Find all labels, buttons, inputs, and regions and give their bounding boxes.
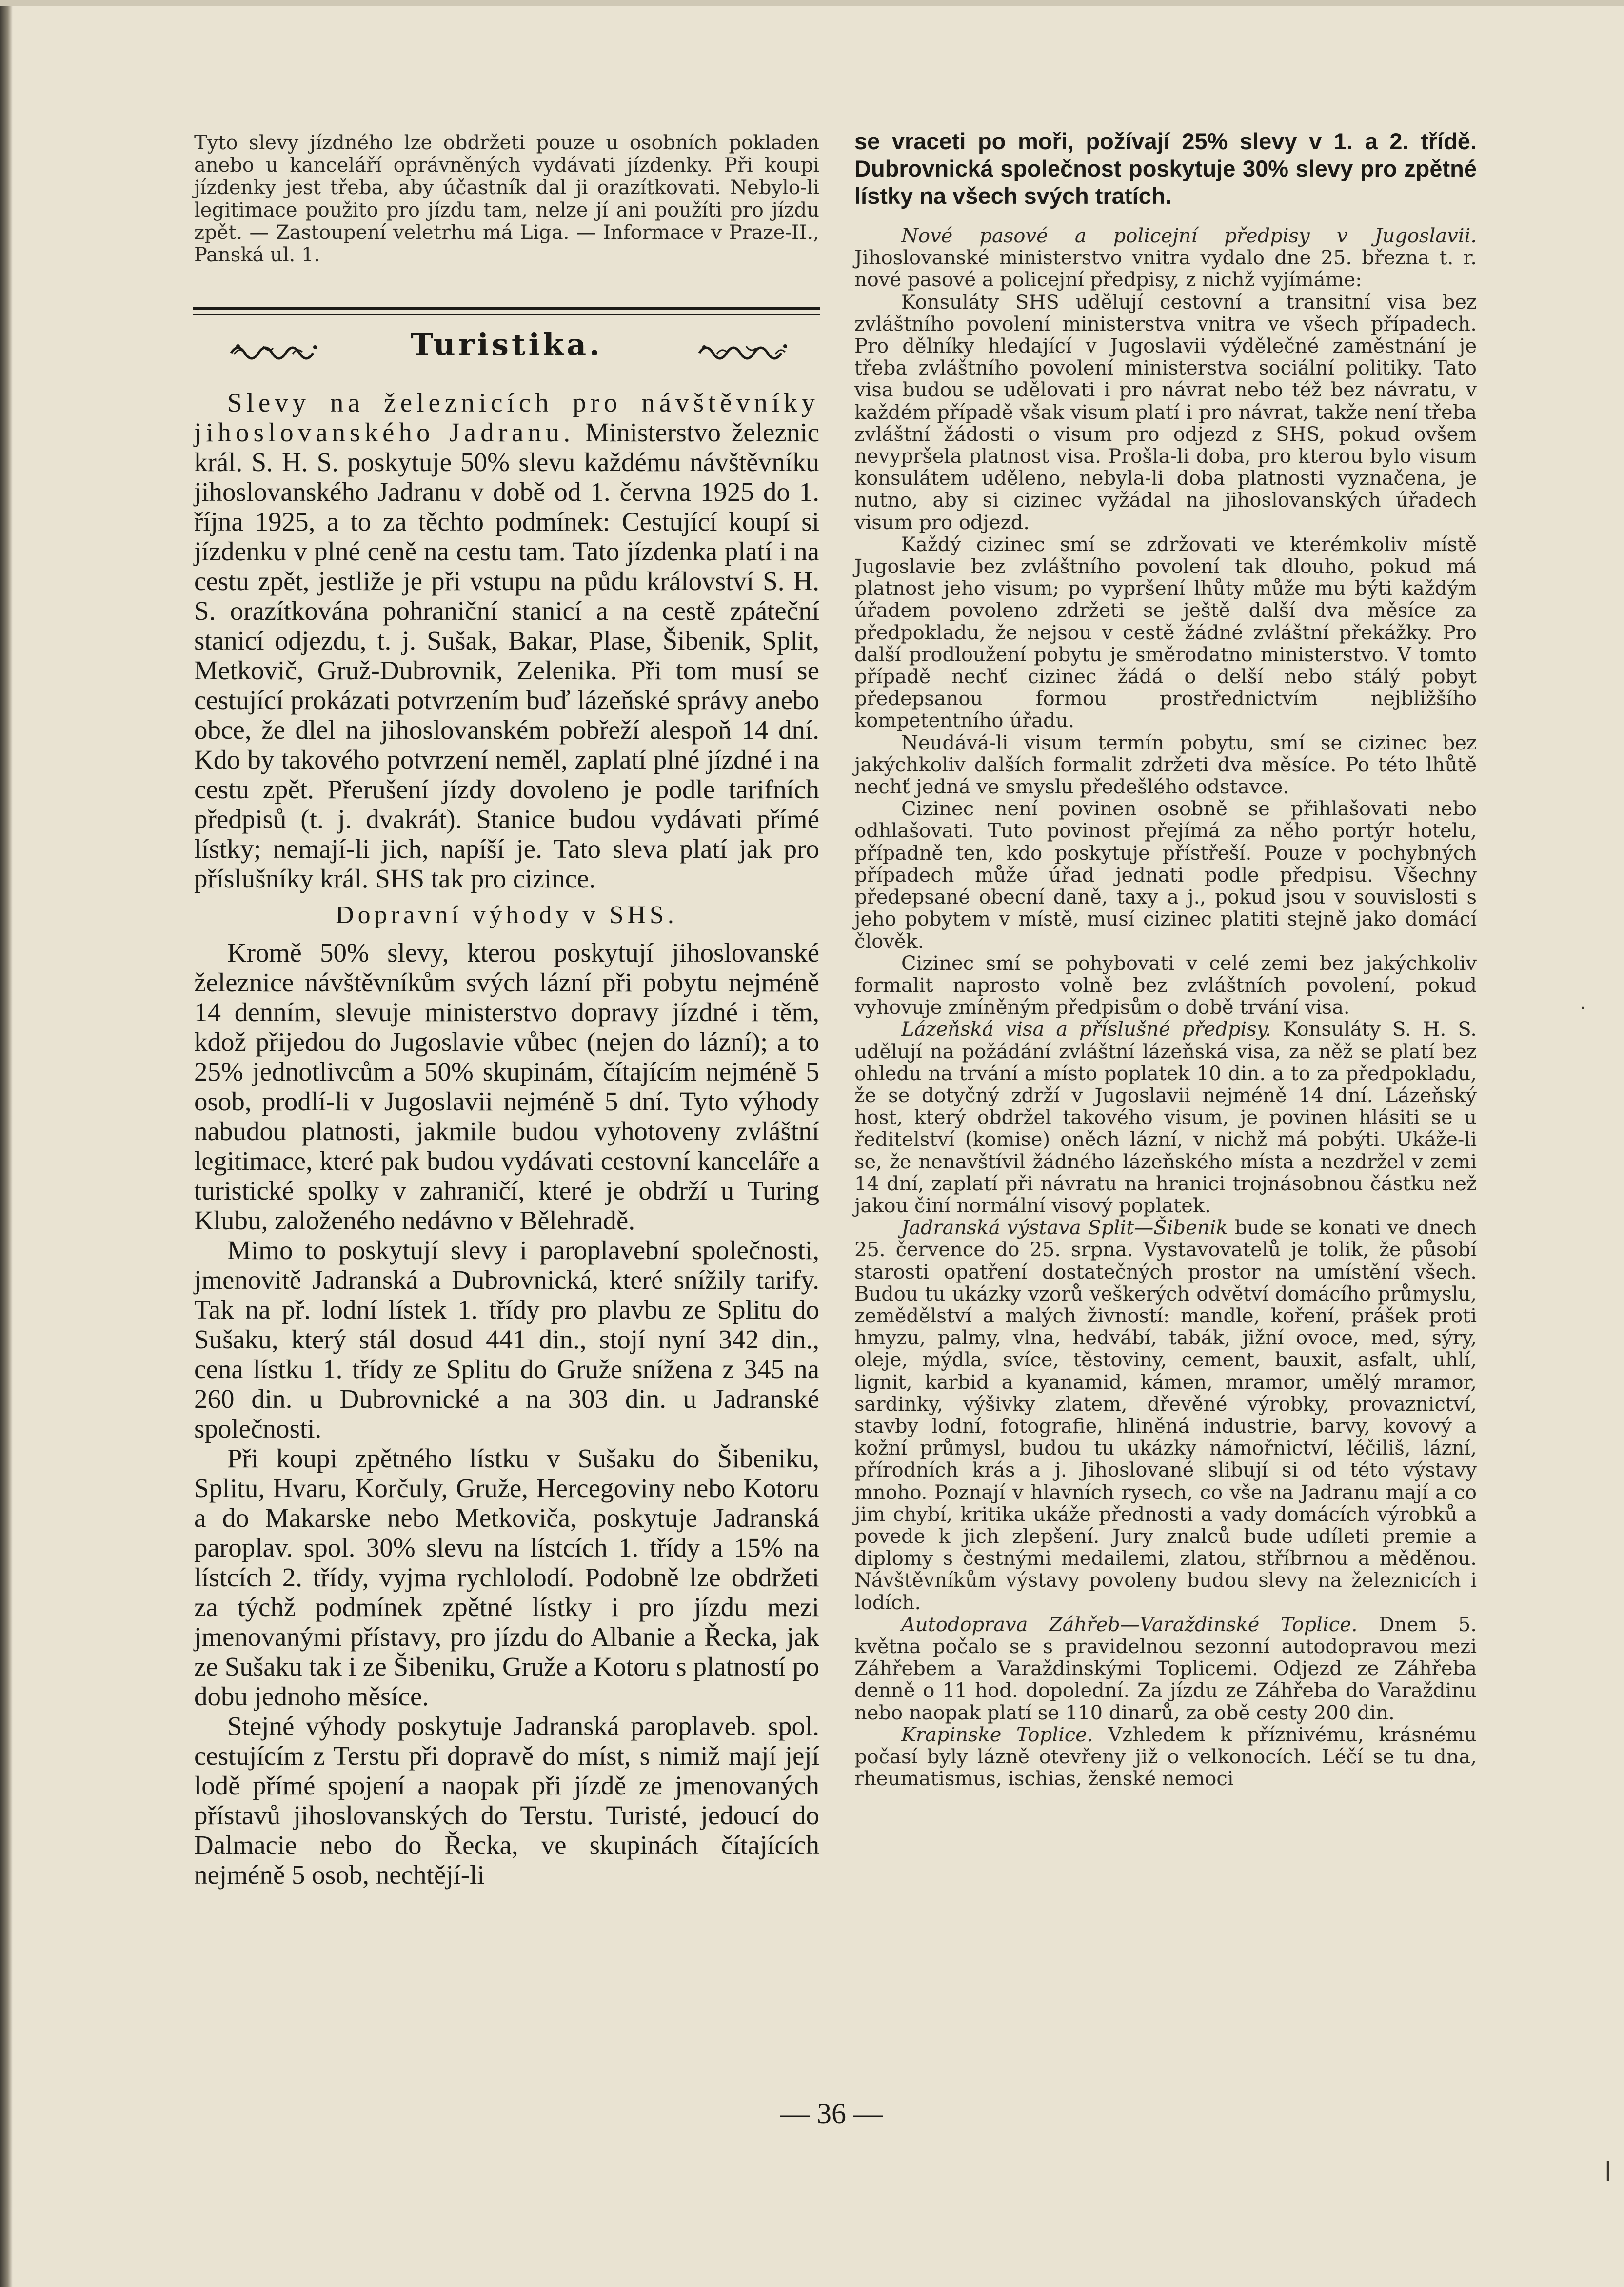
- page-number: — 36 —: [780, 2097, 883, 2129]
- krapinske-lead: Krapinske Toplice.: [901, 1723, 1093, 1746]
- bus-service-text: Dnem 5. května počalo se s pravidelnou sezonní autodopravou mezi Záhřebem a Varaždinskými Toplicemi. Odjezd ze Záhřeba denně o 11 hod. dopolední. Za jízdu ze Záhřeba do Varaždinu nebo naopak platí se 110 dinarů, za obě cesty 200 din.: [854, 1613, 1477, 1724]
- passport-rules-text: Jihoslovanské ministerstvo vnitra vydalo dne 25. března t. r. nové pasové a policejní předpisy, z nichž vyjímáme:: [854, 247, 1477, 292]
- rail-discount-text: Ministerstvo železnic král. S. H. S. poskytuje 50% slevu každému návštěvníku jihoslovanského Jadranu v době od 1. června 1925 do 1. října 1925, a to za těchto podmínek: Cestující koupí si jízdenku v plné ceně na cestu tam. Tato jízdenka platí i na cestu zpět, jestliže je při vstupu na půdu království S. H. S. orazítkována pohraniční stanicí a na cestě zpáteční stanicí odjezdu, t. j. Sušak, Bakar, Plase, Šibenik, Split, Metkovič, Gruž-Dubrovnik, Zelenika. Při tom musí se cestující prokázati potvrzením buď lázeňské správy anebo obce, že dlel na jihoslovanském pobřeží alespoň 14 dní. Kdo by takového potvrzení neměl, zaplatí plné jízdné i na cestu zpět. Přerušení jízdy dovoleno je podle tarifních předpisů (t. j. dvakrát). Stanice budou vydávati přímé lístky; nemají-li jich, napíší je. Tato sleva platí jak pro příslušníky král. SHS tak pro cizince.: [194, 417, 820, 893]
- bus-service-article: [854, 1614, 1477, 1724]
- transport-continuation: se vraceti po moři, požívají 25% slevy v 1. a 2. třídě. Dubrovnická společnost poskytuje 30% slevy pro zpětné lístky na všech svých tratích.: [854, 128, 1477, 209]
- passport-paragraph-2: Konsuláty SHS udělují cestovní a transitní visa bez zvláštního povolení ministerstva vnitra ve všech případech. Pro dělníky hledající v Jugoslavii výdělečné zaměstnání je třeba zvláštního povolení ministerstva sociální politiky. Tato visa budou se udělovati i pro návrat nebo též bez návratu, v každém případě však visum platí i pro návrat, takže není třeba zvláštní žádosti o visum pro odjezd z SHS, pokud ovšem nevypršela platnost visa. Prošla-li doba, pro kterou bylo visum konsulátem uděleno, nebyla-li doba platnosti vyznačena, je nutno, aby si cizinec vyžádal na jihoslovanských úřadech visum pro odjezd.: [854, 291, 1477, 534]
- rail-discount-article: [194, 388, 819, 893]
- passport-paragraph-3: Každý cizinec smí se zdržovati ve kterémkoliv místě Jugoslavie bez zvláštního povolení tak dlouho, pokud má platnost jeho visum; po vypršení lhůty může mu býti každým úřadem povoleno zdržeti se ještě další dva měsíce za předpokladu, že nejsou v cestě žádné zvláštní překážky. Pro další prodloužení pobytu je směrodatno ministerstvo. V tomto případě nechť cizinec žádá o delší nebo stálý pobyt předepsanou formou prostřednictvím nejbližšího kompetentního úřadu.: [854, 533, 1477, 732]
- bus-service-lead: Autodoprava Záhřeb—Varaždinské Toplice.: [901, 1613, 1358, 1636]
- passport-paragraph-5: Cizinec není povinen osobně se přihlašovati nebo odhlašovati. Tuto povinost přejímá za něho portýr hotelu, případně ten, kdo poskytuje přístřeší. Pouze v pochybných případech může úřad jednati podle předpisu. Všechny předepsané obecní daně, taxy a j., pokud jsou v souvislosti s jeho pobytem v místě, musí cizinec platiti stejně jako domácí člověk.: [854, 798, 1477, 953]
- passport-paragraph-6: Cizinec smí se pohybovati v celé zemi bez jakýchkoliv formalit naprosto volně bez zvláštních povolení, pokud vyhovuje zmíněným předpisům o době trvání visa.: [854, 952, 1477, 1019]
- passport-rules-lead: Nové pasové a policejní předpisy v Jugoslavii.: [901, 225, 1477, 247]
- transport-benefits-title: Dopravní výhody v SHS.: [336, 901, 678, 929]
- passport-rules-intro: [854, 225, 1477, 292]
- transport-paragraph-3: Při koupi zpětného lístku v Sušaku do Šibeniku, Splitu, Hvaru, Korčuly, Gruže, Hercegoviny nebo Kotoru a do Makarske nebo Metkoviča, poskytuje Jadranská paroplav. spol. 30% slevu na lístcích 1. třídy a 15% na lístcích 2. třídy, vyjma rychlolodí. Podobně lze obdržeti za týchž podmínek zpětné lístky i pro jízdu mezi jmenovanými přístavy, pro jízdu do Albanie a Řecka, jak ze Sušaku tak i ze Šibeniku, Gruže a Kotoru s platností po dobu jednoho měsíce.: [194, 1443, 819, 1711]
- right-article-body: [854, 225, 1477, 1790]
- transport-paragraph-4: Stejné výhody poskytuje Jadranská paroplaveb. spol. cestujícím z Terstu při dopravě do míst, s nimiž mají její lodě přímé spojení a naopak při jízdě ze jmenovaných přístavů jihoslovanských do Terstu. Turisté, jedoucí do Dalmacie nebo do Řecka, ve skupinách čítajících nejméně 5 osob, nechtějí-li: [194, 1711, 819, 1890]
- fair-notice: Tyto slevy jízdného lze obdržeti pouze u osobních pokladen anebo u kanceláří oprávněných vydávati jízdenky. Při koupi jízdenky jest třeba, aby účastník dal ji orazítkovati. Nebylo-li legitimace použito pro jízdu tam, nelze jí ani použíti pro jízdu zpět. — Zastoupení veletrhu má Liga. — Informace v Praze-II., Panská ul. 1.: [194, 132, 819, 266]
- page-top-edge: [0, 0, 1624, 6]
- rail-discount-lead: Slevy na železnicích pro návštěvníky jihoslovanského Jadranu.: [194, 388, 819, 447]
- passport-paragraph-4: Neudává-li visum termín pobytu, smí se cizinec bez jakýchkoliv dalších formalit zdržeti dva měsíce. Po této lhůtě nechť jedná ve smyslu předešlého odstavce.: [854, 731, 1477, 799]
- section-title: Turistika.: [411, 327, 603, 362]
- left-article-body: [194, 388, 819, 1890]
- exhibition-article: [854, 1217, 1477, 1614]
- section-heading: [194, 322, 819, 375]
- krapinske-text: Vzhledem k příznivému, krásnému počasí byly lázně otevřeny již o velkonocích. Léčí se tu dna, rheumatismus, ischias, ženské nemoci: [854, 1723, 1477, 1791]
- spa-visa-lead: Lázeňská visa a příslušné předpisy.: [901, 1018, 1271, 1041]
- krapinske-article: [854, 1724, 1477, 1791]
- transport-paragraph-2: Mimo to poskytují slevy i paroplavební společnosti, jmenovitě Jadranská a Dubrovnická, které snížily tarify. Tak na př. lodní lístek 1. třídy pro plavbu ze Splitu do Sušaku, který stál dosud 441 din., stojí nyní 342 din., cena lístku 1. třídy ze Splitu do Gruže snížena z 345 na 260 din. u Dubrovnické a na 303 din. u Jadranské společnosti.: [194, 1235, 819, 1443]
- spa-visa-article: [854, 1019, 1477, 1217]
- section-rule: [193, 307, 820, 315]
- exhibition-text: bude se konati ve dnech 25. července do 25. srpna. Vystavovatelů je tolik, že působí starosti opatření dostatečných prostor na umístění všech. Budou tu ukázky vzorů veškerých odvětví domácího průmyslu, zemědělství a malých živností: mandle, koření, prášek proti hmyzu, palmy, vlna, hedvábí, tabák, jižní ovoce, med, sýry, oleje, mýdla, svíce, těstoviny, cement, bauxit, asfalt, uhlí, lignit, karbid a kyanamid, kámen, mramor, umělý mramor, sardinky, výšivky zlatem, dřevěné výrobky, provaznictví, stavby lodní, fotografie, hliněná industrie, barvy, kovový a kožní průmysl, budou tu ukázky námořnictví, léčiliš, lázní, přírodních krás a j. Jihoslované slibují si od této výstavy mnoho. Poznají v hlavních rysech, co vše na Jadranu mají a co jim chybí, kritika ukáže přednosti a vady domácích výrobků a povede k jich zlepšení. Jury znalců bude udíleti premie a diplomy s čestnými medailemi, zlatou, stříbrnou a měděnou. Návštěvníkům výstavy povoleny budou slevy na železnicích i lodích.: [854, 1217, 1477, 1614]
- margin-scratch: ǀ: [1604, 2156, 1612, 2187]
- page-binding-edge: [0, 0, 13, 2287]
- spa-visa-text: Konsuláty S. H. S. udělují na požádání zvláštní lázeňská visa, za něž se platí bez ohledu na trvání a místo poplatek 10 din. a to za předpokladu, že se dotyčný zdrží v Jugoslavii nejméně 14 dní. Lázeňský host, který obdržel takového visum, je povinen hlásiti se u ředitelství (komise) oněch lázní, v nichž má pobýti. Ukáže-li se, že nenavštívil žádného lázeňského místa a nezdržel v zemi 14 dní, zaplatí při návratu na hranici trojnásobnou částku než jakou činí normální visový poplatek.: [854, 1018, 1477, 1217]
- exhibition-lead: Jadranská výstava Split—Šibenik: [901, 1217, 1228, 1240]
- transport-paragraph-1: Kromě 50% slevy, kterou poskytují jihoslovanské železnice návštěvníkům svých lázní při pobytu nejméně 14 denním, slevuje ministerstvo dopravy jízdné i těm, kdož přijedou do Jugoslavie vůbec (nejen do lázní); a to 25% jednotlivcům a 50% skupinám, čítajícím nejméně 5 osob, prodlí-li v Jugoslavii nejméně 5 dní. Tyto výhody nabudou platnosti, jakmile budou vyhotoveny zvláštní legitimace, které pak budou vydávati cestovní kanceláře a turistické spolky v zahraničí, které je obdrží u Turing Klubu, založeného nedávno v Bělehradě.: [194, 938, 819, 1235]
- right-ornament-icon: [697, 340, 790, 360]
- margin-mark: ·: [1579, 995, 1586, 1019]
